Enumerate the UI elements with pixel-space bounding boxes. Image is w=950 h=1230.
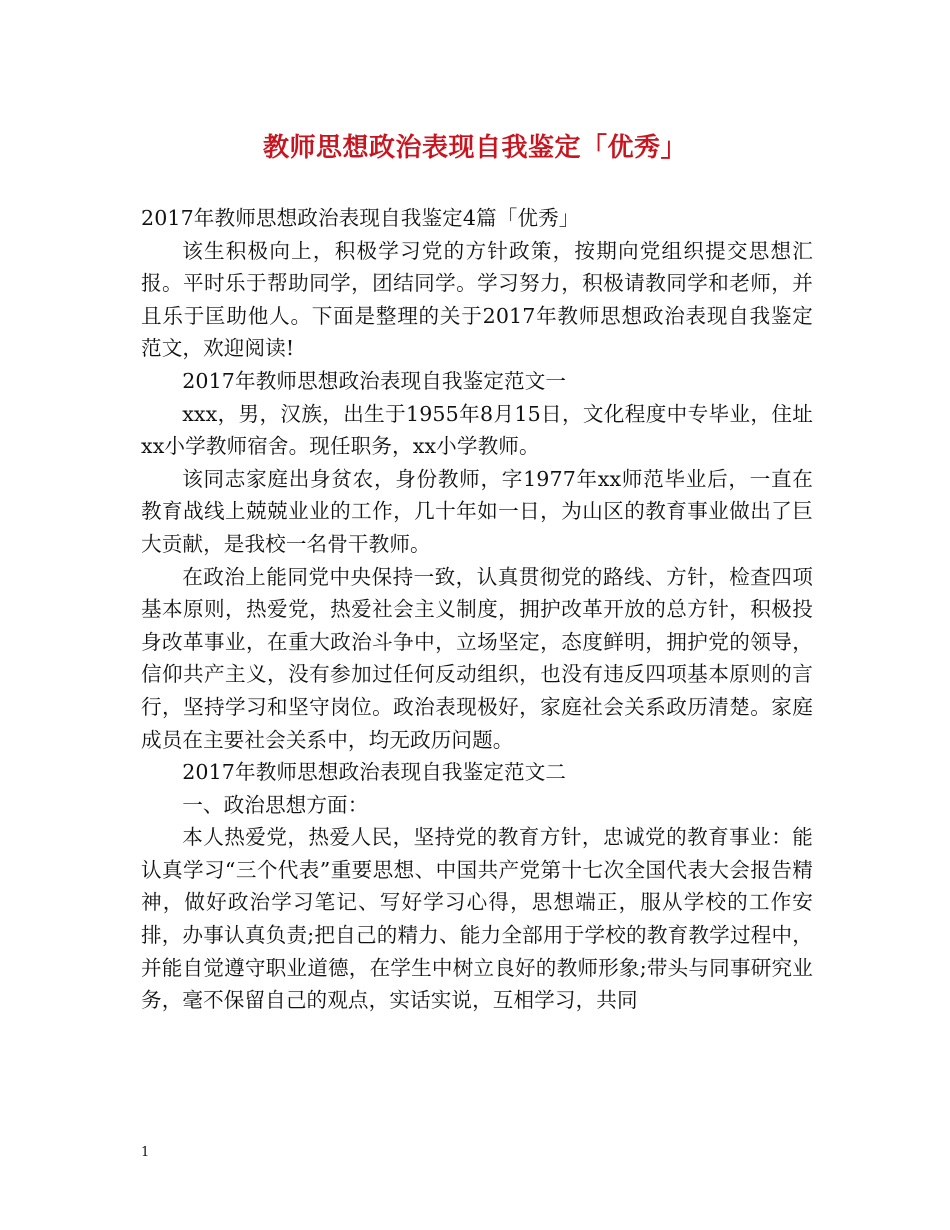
paragraph: 在政治上能同党中央保持一致，认真贯彻党的路线、方针，检查四项基本原则，热爱党，热爱社会主义制度，拥护改革开放的总方针，积极投身改革事业，在重大政治斗争中，立场坚定，态度鲜明，拥护党的领导，信仰共产主义，没有参加过任何反动组织，也没有违反四项基本原则的言行，坚持学习和坚守岗位。政治表现极好，家庭社会关系政历清楚。家庭成员在主要社会关系中，均无政历问题。 <box>141 564 813 752</box>
section-heading: 2017年教师思想政治表现自我鉴定范文二 <box>182 760 567 785</box>
document-body <box>141 202 813 1017</box>
page-number: 1 <box>141 1145 150 1160</box>
paragraph: 本人热爱党，热爱人民，坚持党的教育方针，忠诚党的教育事业：能认真学习“三个代表”重要思想、中国共产党第十七次全国代表大会报告精神，做好政治学习笔记、写好学习心得，思想端正，服从学校的工作安排，办事认真负责;把自己的精力、能力全部用于学校的教育教学过程中，并能自觉遵守职业道德，在学生中树立良好的教师形象;带头与同事研究业务，毫不保留自己的观点，实话实说，互相学习，共同 <box>141 825 813 1013</box>
section-heading: 2017年教师思想政治表现自我鉴定范文一 <box>182 368 567 393</box>
subsection-heading: 一、政治思想方面： <box>182 792 369 817</box>
paragraph: xxx，男，汉族，出生于1955年8月15日，文化程度中专毕业，住址xx小学教师宿舍。现任职务，xx小学教师。 <box>141 401 813 459</box>
paragraph: 该生积极向上，积极学习党的方针政策，按期向党组织提交思想汇报。平时乐于帮助同学，团结同学。学习努力，积极请教同学和老师，并且乐于匡助他人。下面是整理的关于2017年教师思想政治表现自我鉴定范文，欢迎阅读! <box>141 238 813 361</box>
paragraph: 2017年教师思想政治表现自我鉴定4篇「优秀」 <box>141 206 580 230</box>
document-title: 教师思想政治表现自我鉴定「优秀」 <box>262 133 687 163</box>
paragraph: 该同志家庭出身贫农，身份教师，字1977年xx师范毕业后，一直在教育战线上兢兢业业的工作，几十年如一日，为山区的教育事业做出了巨大贡献，是我校一名骨干教师。 <box>141 466 813 556</box>
